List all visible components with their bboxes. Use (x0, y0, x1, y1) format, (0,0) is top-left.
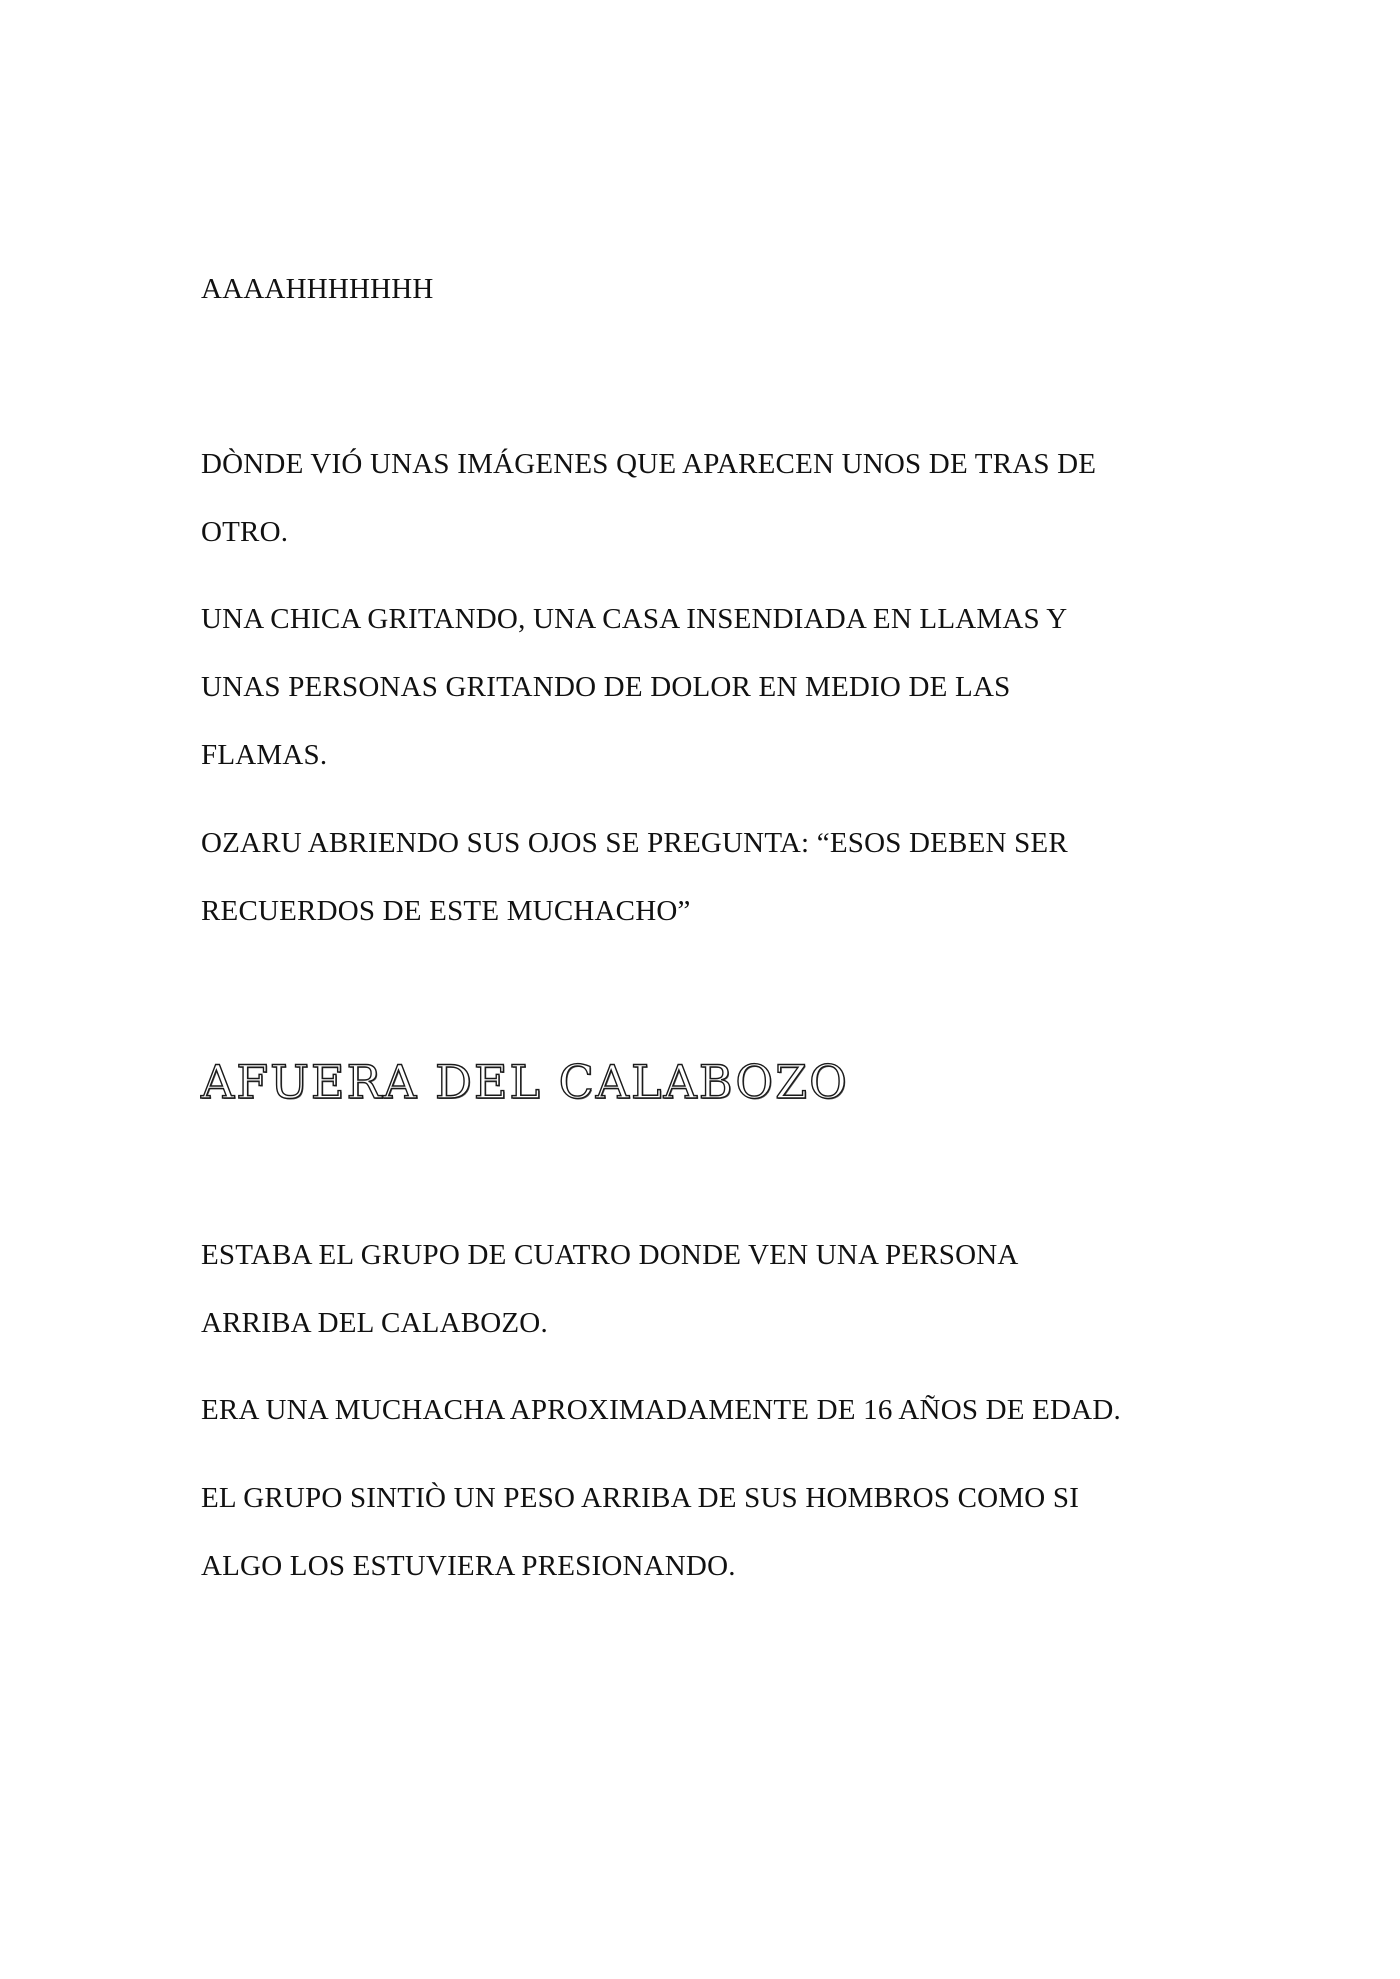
paragraph-scream (201, 255, 434, 323)
paragraph-weight (201, 1464, 1079, 1600)
paragraph-girl-age (201, 1376, 1121, 1444)
text-line: ARRIBA DEL CALABOZO. (201, 1307, 548, 1339)
text-line: ESTABA EL GRUPO DE CUATRO DONDE VEN UNA PERSONA (201, 1239, 1019, 1271)
text-line: FLAMAS. (201, 739, 328, 771)
text-line: AAAAHHHHHHH (201, 273, 434, 305)
text-line: UNAS PERSONAS GRITANDO DE DOLOR EN MEDIO DE LAS (201, 671, 1011, 703)
text-line: UNA CHICA GRITANDO, UNA CASA INSENDIADA EN LLAMAS Y (201, 603, 1068, 635)
text-line: ALGO LOS ESTUVIERA PRESIONANDO. (201, 1550, 736, 1582)
paragraph-girl-screaming (201, 585, 1067, 789)
paragraph-group-of-four (201, 1221, 1019, 1357)
text-line: OZARU ABRIENDO SUS OJOS SE PREGUNTA: “ESOS DEBEN SER (201, 827, 1068, 859)
text-line: RECUERDOS DE ESTE MUCHACHO” (201, 895, 691, 927)
section-heading: AFUERA DEL CALABOZO (201, 1055, 849, 1109)
paragraph-ozaru (201, 809, 1068, 945)
text-line: DÒNDE VIÓ UNAS IMÁGENES QUE APARECEN UNOS DE TRAS DE (201, 448, 1097, 480)
text-line: ERA UNA MUCHACHA APROXIMADAMENTE DE 16 AÑOS DE EDAD. (201, 1394, 1121, 1426)
text-line: EL GRUPO SINTIÒ UN PESO ARRIBA DE SUS HOMBROS COMO SI (201, 1482, 1080, 1514)
text-line: OTRO. (201, 516, 289, 548)
paragraph-images (201, 430, 1096, 566)
